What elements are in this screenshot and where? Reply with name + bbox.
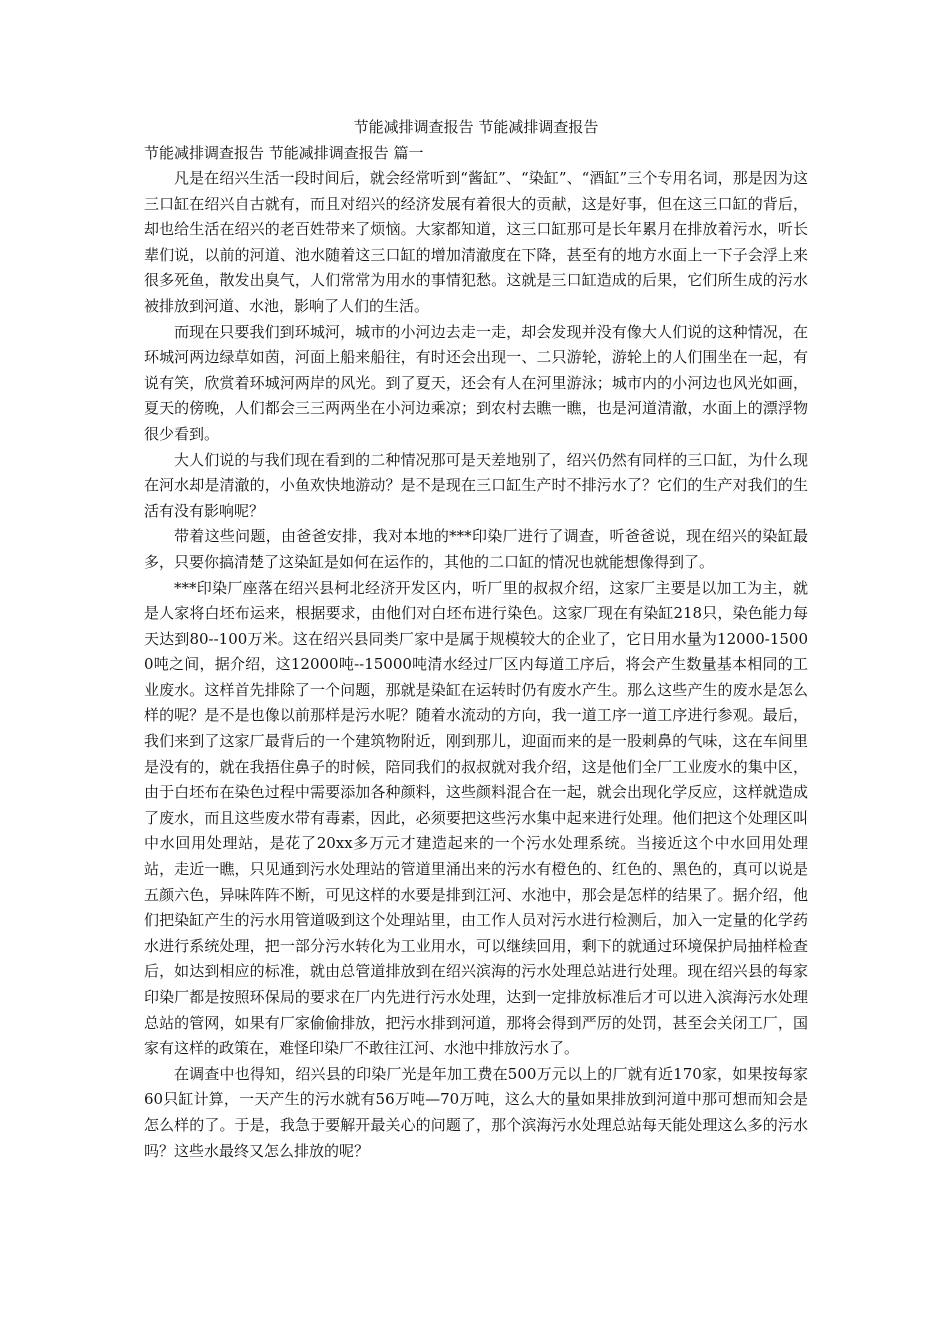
document-subtitle: 节能减排调查报告 节能减排调查报告 篇一 <box>144 144 424 162</box>
paragraph-2: 而现在只要我们到环城河，城市的小河边去走一走，却会发现并没有像大人们说的这种情况，在环城河两边绿草如茵，河面上船来船往，有时还会出现一、二只游轮，游轮上的人们围坐在一起，有说有笑，欣赏着环城河两岸的风光。到了夏天，还会有人在河里游泳；城市内的小河边也风光如画，夏天的傍晚，人们都会三三两两坐在小河边乘凉；到农村去瞧一瞧，也是河道清澈，水面上的漂浮物很少看到。 <box>144 322 808 443</box>
paragraph-5: ***印染厂座落在绍兴县柯北经济开发区内，听厂里的叔叔介绍，这家厂主要是以加工为主，就是人家将白坯布运来，根据要求，由他们对白坯布进行染色。这家厂现在有染缸218只，染色能力每天达到80--100万米。这在绍兴县同类厂家中是属于规模较大的企业了，它日用水量为12000-15000吨之间，据介绍，这12000吨--15000吨清水经过厂区内每道工序后，将会产生数量基本相同的工业废水。这样首先排除了一个问题，那就是染缸在运转时仍有废水产生。那么这些产生的废水是怎么样的呢？是不是也像以前那样是污水呢？随着水流动的方向，我一道工序一道工序进行参观。最后，我们来到了这家厂最背后的一个建筑物附近，刚到那儿，迎面而来的是一股刺鼻的气味，这在车间里是没有的，就在我捂住鼻子的时候，陪同我们的叔叔就对我介绍，这是他们全厂工业废水的集中区，由于白坯布在染色过程中需要添加各种颜料，这些颜料混合在一起，就会出现化学反应，这样就造成了废水，而且这些废水带有毒素，因此，必须要把这些污水集中起来进行处理。他们把这个处理区叫中水回用处理站，是花了20xx多万元才建造起来的一个污水处理系统。当接近这个中水回用处理站，走近一瞧，只见通到污水处理站的管道里涌出来的污水有橙色的、红色的、黑色的，真可以说是五颜六色，异味阵阵不断，可见这样的水要是排到江河、水池中，那会是怎样的结果了。据介绍，他们把染缸产生的污水用管道吸到这个处理站里，由工作人员对污水进行检测后，加入一定量的化学药水进行系统处理，把一部分污水转化为工业用水，可以继续回用，剩下的就通过环境保护局抽样检查后，如达到相应的标准，就由总管道排放到在绍兴滨海的污水处理总站进行处理。现在绍兴县的每家印染厂都是按照环保局的要求在厂内先进行污水处理，达到一定排放标准后才可以进入滨海污水处理总站的管网，如果有厂家偷偷排放，把污水排到河道，那将会得到严厉的处罚，甚至会关闭工厂，国家有这样的政策在，难怪印染厂不敢往江河、水池中排放污水了。 <box>144 578 808 1058</box>
paragraph-6: 在调查中也得知，绍兴县的印染厂光是年加工费在500万元以上的厂就有近170家，如果按每家60只缸计算，一天产生的污水就有56万吨—70万吨，这么大的量如果排放到河道中那可想而知会是怎么样的了。于是，我急于要解开最关心的问题了，那个滨海污水处理总站每天能处理这么多的污水吗？这些水最终又怎么排放的呢？ <box>144 1064 808 1160</box>
document-title: 节能减排调查报告 节能减排调查报告 <box>353 118 599 136</box>
paragraph-3: 大人们说的与我们现在看到的二种情况那可是天差地别了，绍兴仍然有同样的三口缸，为什么现在河水却是清澈的，小鱼欢快地游动？是不是现在三口缸生产时不排污水了？它们的生产对我们的生活有没有影响呢？ <box>144 450 808 520</box>
paragraph-1: 凡是在绍兴生活一段时间后，就会经常听到“酱缸”、“染缸”、“酒缸”三个专用名词，那是因为这三口缸在绍兴自古就有，而且对绍兴的经济发展有着很大的贡献，这是好事，但在这三口缸的背后，却也给生活在绍兴的老百姓带来了烦恼。大家都知道，这三口缸那可是长年累月在排放着污水，听长辈们说，以前的河道、池水随着这三口缸的增加清澈度在下降，甚至有的地方水面上一下子会浮上来很多死鱼，散发出臭气，人们常常为用水的事情犯愁。这就是三口缸造成的后果，它们所生成的污水被排放到河道、水池，影响了人们的生活。 <box>144 169 808 315</box>
paragraph-4: 带着这些问题，由爸爸安排，我对本地的***印染厂进行了调查，听爸爸说，现在绍兴的染缸最多，只要你搞清楚了这染缸是如何在运作的，其他的二口缸的情况也就能想像得到了。 <box>144 527 808 571</box>
document-page <box>144 114 808 1164</box>
